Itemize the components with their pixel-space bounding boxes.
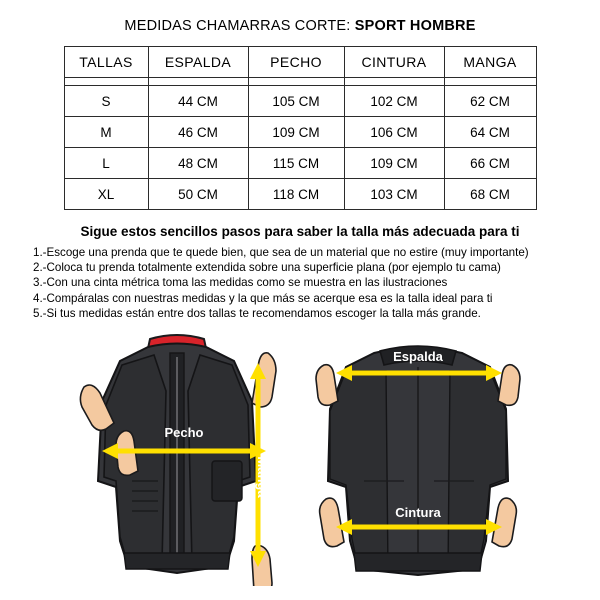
cell-espalda: 46 CM bbox=[148, 117, 248, 148]
cell-pecho: 118 CM bbox=[248, 179, 344, 210]
waist-label: Cintura bbox=[395, 505, 441, 521]
cell-pecho: 105 CM bbox=[248, 86, 344, 117]
chest-label: Pecho bbox=[164, 425, 204, 441]
page-title bbox=[0, 0, 600, 34]
table-spacer-row bbox=[64, 78, 536, 86]
cell-espalda: 50 CM bbox=[148, 179, 248, 210]
column-header-tallas: TALLAS bbox=[64, 47, 148, 78]
instruction-step: 2.-Coloca tu prenda totalmente extendida sobre una superficie plana (por ejemplo tu cama) bbox=[33, 261, 501, 275]
chest-pocket bbox=[212, 461, 242, 501]
column-header-espalda: ESPALDA bbox=[148, 47, 248, 78]
table-row bbox=[64, 179, 536, 210]
column-header-manga: MANGA bbox=[444, 47, 536, 78]
cell-cintura: 106 CM bbox=[344, 117, 444, 148]
table-header-row bbox=[64, 47, 536, 78]
cell-cintura: 109 CM bbox=[344, 148, 444, 179]
table-row bbox=[64, 86, 536, 117]
cell-manga: 68 CM bbox=[444, 179, 536, 210]
sleeve-label: Manga bbox=[255, 456, 270, 498]
cell-manga: 66 CM bbox=[444, 148, 536, 179]
cell-cintura: 102 CM bbox=[344, 86, 444, 117]
table-row bbox=[64, 117, 536, 148]
instruction-step: 4.-Compáralas con nuestras medidas y la que más se acerque esa es la talla ideal para ti bbox=[33, 291, 493, 305]
hand-back-right-bottom bbox=[492, 498, 516, 547]
cell-manga: 62 CM bbox=[444, 86, 536, 117]
cell-manga: 64 CM bbox=[444, 117, 536, 148]
size-table bbox=[64, 46, 537, 210]
jacket-front-illustration bbox=[62, 331, 292, 586]
cell-size: XL bbox=[64, 179, 148, 210]
hand-back-right-top bbox=[498, 365, 520, 406]
hand-back-left-bottom bbox=[320, 498, 344, 547]
jacket-hem bbox=[124, 553, 230, 569]
right-front-panel bbox=[188, 355, 250, 565]
jacket-back-illustration bbox=[300, 331, 538, 586]
cell-size: S bbox=[64, 86, 148, 117]
cell-size: L bbox=[64, 148, 148, 179]
instructions-list bbox=[33, 245, 567, 321]
page-title-highlight: SPORT HOMBRE bbox=[354, 18, 476, 34]
instruction-step: 5.-Si tus medidas están entre dos tallas te recomendamos escoger la talla más grande. bbox=[33, 306, 481, 320]
instruction-step: 3.-Con una cinta métrica toma las medidas como se muestra en las ilustraciones bbox=[33, 276, 448, 290]
instruction-step: 1.-Escoge una prenda que te quede bien, que sea de un material que no estire (muy importante) bbox=[33, 246, 529, 259]
table-row bbox=[64, 148, 536, 179]
column-header-pecho: PECHO bbox=[248, 47, 344, 78]
page-title-prefix: MEDIDAS CHAMARRAS CORTE: bbox=[124, 18, 355, 34]
back-label: Espalda bbox=[393, 349, 443, 365]
cell-espalda: 44 CM bbox=[148, 86, 248, 117]
hand-back-left-top bbox=[316, 365, 338, 406]
column-header-cintura: CINTURA bbox=[344, 47, 444, 78]
cell-pecho: 115 CM bbox=[248, 148, 344, 179]
cell-pecho: 109 CM bbox=[248, 117, 344, 148]
illustrations bbox=[0, 331, 600, 591]
jacket-hem-back bbox=[354, 553, 482, 571]
cell-size: M bbox=[64, 117, 148, 148]
cell-cintura: 103 CM bbox=[344, 179, 444, 210]
cell-espalda: 48 CM bbox=[148, 148, 248, 179]
instructions-heading: Sigue estos sencillos pasos para saber la talla más adecuada para ti bbox=[80, 224, 520, 239]
